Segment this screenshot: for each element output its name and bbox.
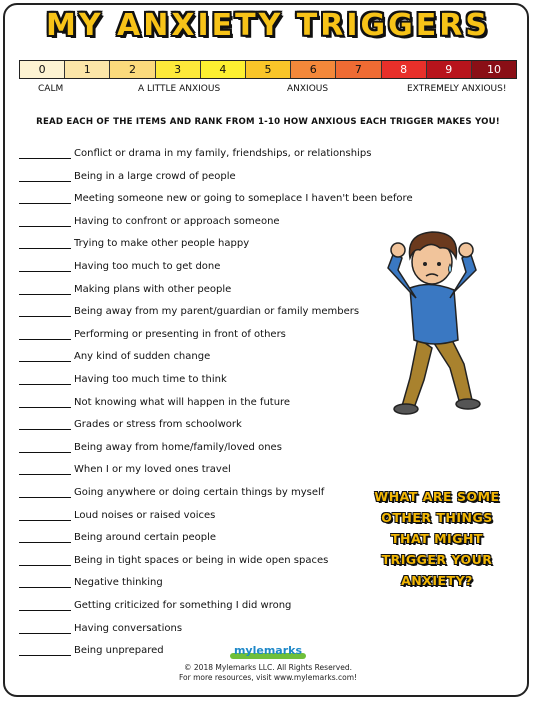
anxiety-scale xyxy=(19,60,517,79)
rating-blank[interactable] xyxy=(19,578,71,588)
logo-text: mylemarks xyxy=(233,644,303,657)
scale-label-anxious: ANXIOUS xyxy=(287,84,329,94)
scale-label-extreme: EXTREMELY ANXIOUS! xyxy=(407,84,507,94)
page-title: MY ANXIETY TRIGGERS xyxy=(46,8,490,43)
trigger-item xyxy=(19,642,164,656)
trigger-item xyxy=(19,371,227,385)
trigger-text: Being unprepared xyxy=(74,645,164,657)
rating-blank[interactable] xyxy=(19,420,71,430)
resources-text: For more resources, visit www.mylemarks.com! xyxy=(178,673,358,682)
trigger-text: Trying to make other people happy xyxy=(74,238,250,250)
trigger-item xyxy=(19,439,282,453)
footer xyxy=(0,663,536,683)
rating-blank[interactable] xyxy=(19,465,71,475)
rating-blank[interactable] xyxy=(19,239,71,249)
trigger-item xyxy=(19,416,242,430)
trigger-text: Not knowing what will happen in the future xyxy=(74,396,291,408)
trigger-item xyxy=(19,394,290,408)
scale-cell-5: 5 xyxy=(246,61,291,78)
trigger-text: Grades or stress from schoolwork xyxy=(74,419,242,431)
trigger-item xyxy=(19,235,249,249)
trigger-item xyxy=(19,213,280,227)
trigger-text: Having conversations xyxy=(74,622,183,634)
trigger-text: Loud noises or raised voices xyxy=(74,509,216,521)
rating-blank[interactable] xyxy=(19,217,71,227)
reflection-prompt: WHAT ARE SOME OTHER THINGS THAT MIGHT TRIGGER YOUR ANXIETY? xyxy=(374,489,500,588)
trigger-item xyxy=(19,552,328,566)
trigger-item xyxy=(19,168,236,182)
trigger-item xyxy=(19,529,216,543)
instructions: READ EACH OF THE ITEMS AND RANK FROM 1-10 HOW ANXIOUS EACH TRIGGER MAKES YOU! xyxy=(36,117,500,127)
trigger-item xyxy=(19,507,215,521)
trigger-item xyxy=(19,574,163,588)
rating-blank[interactable] xyxy=(19,149,71,159)
trigger-item xyxy=(19,281,231,295)
rating-blank[interactable] xyxy=(19,443,71,453)
rating-blank[interactable] xyxy=(19,533,71,543)
scale-cell-9: 9 xyxy=(427,61,472,78)
scale-cell-3: 3 xyxy=(156,61,201,78)
mylemarks-logo xyxy=(228,643,308,661)
trigger-text: Making plans with other people xyxy=(74,283,232,295)
trigger-item xyxy=(19,326,286,340)
trigger-text: Having to confront or approach someone xyxy=(74,215,280,227)
trigger-text: Being in a large crowd of people xyxy=(74,170,236,182)
trigger-item xyxy=(19,258,220,272)
scale-cell-1: 1 xyxy=(65,61,110,78)
rating-blank[interactable] xyxy=(19,601,71,611)
trigger-text: Having too much time to think xyxy=(74,374,227,385)
scale-label-little: A LITTLE ANXIOUS xyxy=(138,84,221,94)
scale-cell-0: 0 xyxy=(20,61,65,78)
trigger-item xyxy=(19,484,324,498)
trigger-text: Going anywhere or doing certain things by myself xyxy=(74,487,325,498)
trigger-text: Having too much to get done xyxy=(74,261,221,272)
rating-blank[interactable] xyxy=(19,330,71,340)
rating-blank[interactable] xyxy=(19,262,71,272)
scale-cell-4: 4 xyxy=(201,61,246,78)
rating-blank[interactable] xyxy=(19,398,71,408)
trigger-text: Being away from home/family/loved ones xyxy=(74,441,282,453)
rating-blank[interactable] xyxy=(19,352,71,362)
trigger-text: Getting criticized for something I did wrong xyxy=(74,600,292,611)
anxious-boy-illustration xyxy=(380,228,490,418)
rating-blank[interactable] xyxy=(19,646,71,656)
scale-cell-10: 10 xyxy=(472,61,516,78)
rating-blank[interactable] xyxy=(19,285,71,295)
trigger-text: Conflict or drama in my family, friendships, or relationships xyxy=(74,148,372,159)
trigger-text: Any kind of sudden change xyxy=(74,351,211,363)
trigger-item xyxy=(19,461,231,475)
trigger-item xyxy=(19,190,413,204)
scale-cell-8: 8 xyxy=(382,61,427,78)
trigger-text: Being around certain people xyxy=(74,532,216,544)
copyright-text: © 2018 Mylemarks LLC. All Rights Reserved. xyxy=(184,663,352,672)
rating-blank[interactable] xyxy=(19,307,71,317)
rating-blank[interactable] xyxy=(19,194,71,204)
rating-blank[interactable] xyxy=(19,511,71,521)
scale-cell-6: 6 xyxy=(291,61,336,78)
trigger-item xyxy=(19,597,291,611)
rating-blank[interactable] xyxy=(19,488,71,498)
trigger-text: Meeting someone new or going to someplace I haven't been before xyxy=(74,193,413,205)
rating-blank[interactable] xyxy=(19,556,71,566)
trigger-text: Negative thinking xyxy=(74,577,163,589)
trigger-item xyxy=(19,348,210,362)
trigger-text: Being away from my parent/guardian or family members xyxy=(74,306,360,318)
trigger-text: Performing or presenting in front of others xyxy=(74,328,286,340)
trigger-text: Being in tight spaces or being in wide open spaces xyxy=(74,554,329,566)
rating-blank[interactable] xyxy=(19,375,71,385)
trigger-text: When I or my loved ones travel xyxy=(74,464,231,476)
trigger-item xyxy=(19,303,359,317)
rating-blank[interactable] xyxy=(19,624,71,634)
trigger-item xyxy=(19,620,182,634)
scale-cell-2: 2 xyxy=(110,61,155,78)
trigger-item xyxy=(19,145,371,159)
scale-cell-7: 7 xyxy=(336,61,381,78)
rating-blank[interactable] xyxy=(19,172,71,182)
scale-label-calm: CALM xyxy=(38,84,64,94)
